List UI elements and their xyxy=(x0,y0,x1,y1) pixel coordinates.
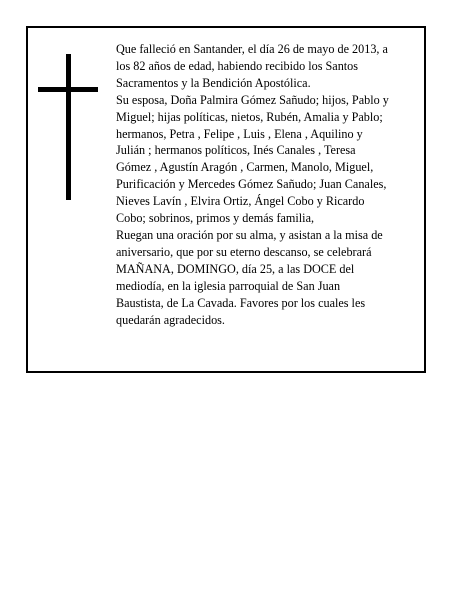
cross-icon xyxy=(38,54,98,200)
obituary-notice xyxy=(26,26,426,373)
notice-line: Sacramentos y la Bendición Apostólica. xyxy=(116,75,311,90)
notice-line: Su esposa, Doña Palmira Gómez Sañudo; hijos, Pablo y xyxy=(116,92,389,107)
notice-line: Julián ; hermanos políticos, Inés Canales , Teresa xyxy=(116,143,356,158)
notice-line: mediodía, en la iglesia parroquial de San Juan xyxy=(116,278,341,293)
notice-line: Cobo; sobrinos, primos y demás familia, xyxy=(116,211,315,226)
notice-line: Ruegan una oración por su alma, y asistan a la misa de xyxy=(116,227,383,242)
notice-line: Que falleció en Santander, el día 26 de mayo de 2013, a xyxy=(116,42,388,56)
notice-line: Miguel; hijas políticas, nietos, Rubén, Amalia y Pablo; xyxy=(116,109,383,124)
notice-line: Purificación y Mercedes Gómez Sañudo; Juan Canales, xyxy=(116,177,387,192)
notice-line: Nieves Lavín , Elvira Ortiz, Ángel Cobo y Ricardo xyxy=(116,194,365,209)
notice-line: hermanos, Petra , Felipe , Luis , Elena , Aquilino y xyxy=(116,126,363,141)
notice-line: aniversario, que por su eterno descanso, se celebrará xyxy=(116,244,372,259)
cross-vertical-bar xyxy=(66,54,71,200)
notice-text xyxy=(116,41,422,328)
cross-horizontal-bar xyxy=(38,87,98,92)
notice-line: quedarán agradecidos. xyxy=(116,312,225,327)
notice-line: los 82 años de edad, habiendo recibido los Santos xyxy=(116,58,359,73)
notice-line: Gómez , Agustín Aragón , Carmen, Manolo, Miguel, xyxy=(116,160,374,175)
notice-line: MAÑANA, DOMINGO, día 25, a las DOCE del xyxy=(116,261,355,276)
notice-line: Baustista, de La Cavada. Favores por los cuales les xyxy=(116,295,366,310)
